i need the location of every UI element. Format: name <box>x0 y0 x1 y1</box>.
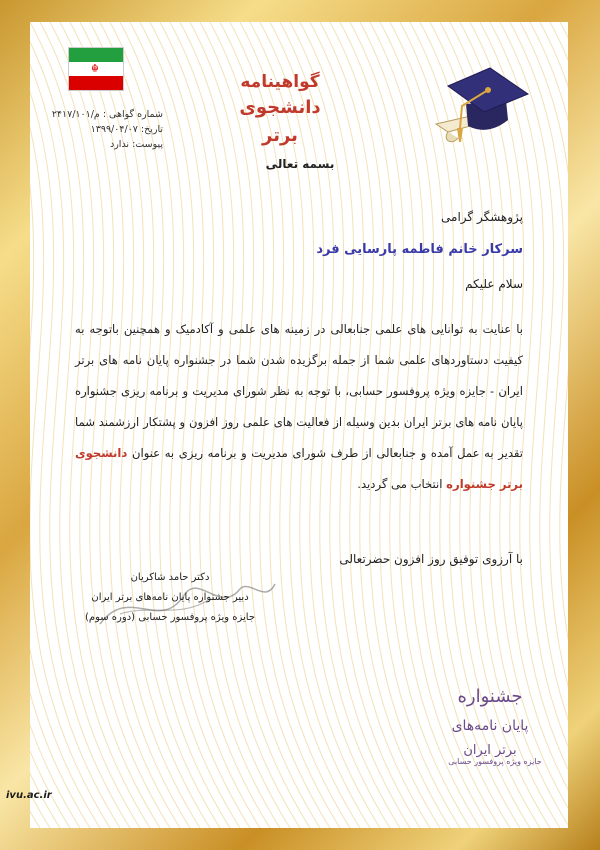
body-tail: انتخاب می گردید. <box>357 477 443 491</box>
title-line2: دانشجوی برتر <box>239 97 321 146</box>
certificate-number: شماره گواهی : م/۲۴۱۷/۱۰۱ <box>51 109 163 120</box>
signatory-award: جایزه ویژه پروفسور حسابی (دوره سوم) <box>84 612 255 623</box>
salutation: سلام علیکم <box>465 277 523 291</box>
title-line1: گواهینامه <box>240 72 320 92</box>
closing-line: با آرزوی توفیق روز افزون حضرتعالی <box>339 552 523 566</box>
certificate-title <box>220 70 340 150</box>
body-highlight: دانشجوی برتر جشنواره <box>75 446 523 491</box>
certificate-attachment: پیوست: ندارد <box>109 139 163 150</box>
certificate-sheet <box>30 22 568 828</box>
body-text: با عنایت به توانایی های علمی جنابعالی در زمینه های علمی و آکادمیک و همچنین باتوجه به کیفیت دستاوردهای علمی شما از جمله برگزیده شدن شما در جشنواره پایان نامه های برتر ایران - جایزه ویژه پروفسور حسابی، با توجه به نظر شورای مدیریت و برنامه ریزی جشنواره پایان نامه های برتر ایران بدین وسیله از فعالیت های علمی روز افزون و پشتکار ارزشمند شما تقدیر به عمل آمده و جنابعالی از طرف شورای مدیریت و برنامه ریزی به عنوان <box>75 322 524 460</box>
logo-line3: برتر ایران <box>463 743 517 758</box>
site-watermark: ivu.ac.ir <box>6 790 52 801</box>
greeting: پژوهشگر گرامی <box>441 210 523 224</box>
bismillah: بسمه تعالی <box>265 157 335 171</box>
logo-subtitle: جایزه ویژه پروفسور حسابی <box>448 757 542 766</box>
signatory-name: دکتر حامد شاکریان <box>130 572 210 583</box>
recipient-name: سرکار خانم فاطمه پارسایی فرد <box>316 242 523 257</box>
logo-line1: جشنواره <box>457 686 523 707</box>
graduation-cap-icon <box>428 54 533 164</box>
certificate-body <box>75 314 523 500</box>
logo-line2: پایان نامه‌های <box>451 718 529 734</box>
iran-flag: ☬ <box>68 47 124 91</box>
certificate-meta <box>51 107 163 152</box>
signatory-role: دبیر جشنواره پایان نامه‌های برتر ایران <box>91 592 249 603</box>
signatory-block <box>70 568 270 628</box>
certificate-date: تاریخ: ۱۳۹۹/۰۴/۰۷ <box>90 124 163 135</box>
